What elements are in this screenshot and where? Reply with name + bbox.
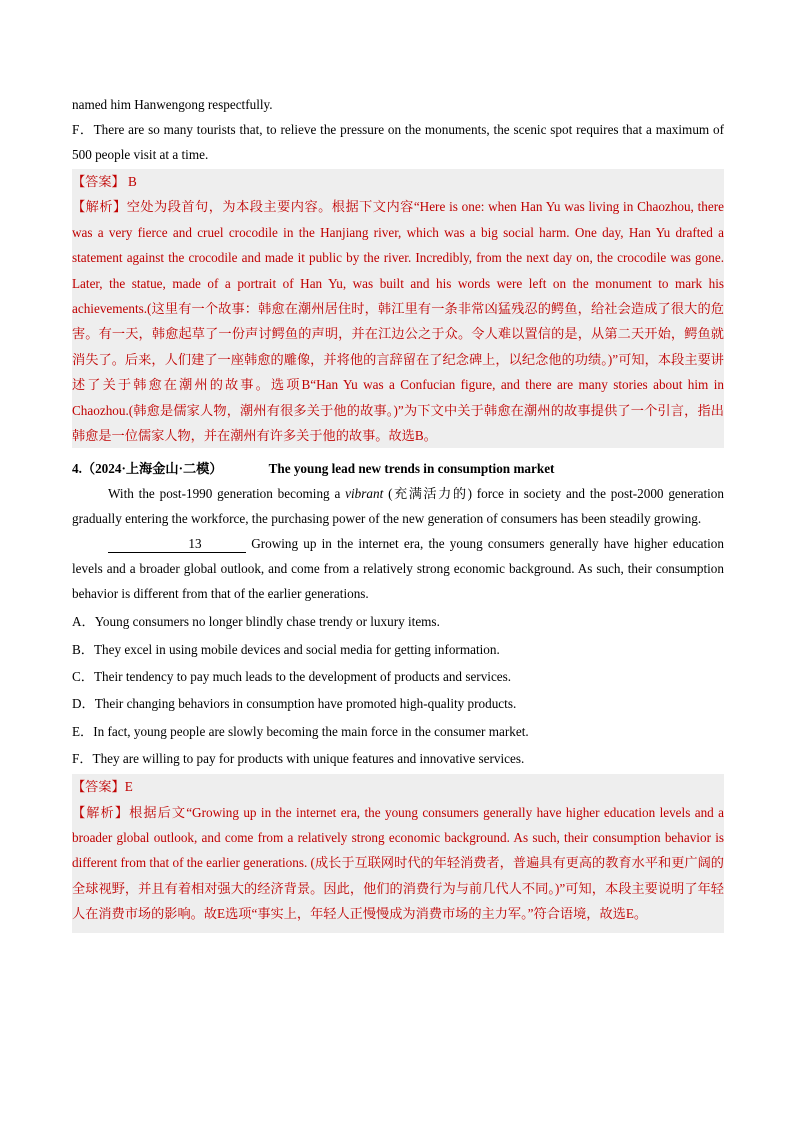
option-f: F．They are willing to pay for products with unique features and innovative services. [72, 750, 525, 766]
passage-paragraph-1: With the post-1990 generation becoming a vibrant (充满活力的) force in society and the post-2000 generation gradually entering the workforce, the purchasing power of the new generation of consumers has been steadily growing. [72, 486, 724, 527]
answer-label: 【答案】 B [72, 174, 137, 189]
option-f-previous: F．There are so many tourists that, to relieve the pressure on the monuments, the scenic spot requires that a maximum of 500 people visit at a time. [72, 122, 724, 162]
previous-passage-tail: named him Hanwengong respectfully. [72, 97, 273, 112]
option-b: B．They excel in using mobile devices and social media for getting information. [72, 641, 500, 657]
question-number: 4.（2024·上海金山·二模） [72, 461, 223, 477]
option-a: A．Young consumers no longer blindly chase trendy or luxury items. [72, 614, 440, 630]
answer-box-q4 [72, 774, 724, 932]
answer-box-q3 [72, 169, 724, 448]
passage-paragraph-2: 13 Growing up in the internet era, the young consumers generally have higher education levels and a broader global outlook, and come from a relatively strong economic background. As such, their consumption behavior is different from that of the earlier generations. [72, 536, 724, 602]
vibrant-word: vibrant [345, 486, 384, 502]
analysis-text: 【解析】根据后文“Growing up in the internet era, the young consumers generally have higher education levels and a broader global outlook, and come from a relatively strong economic background. As such, their consumption behavior is different from that of the earlier generations. (成长于互联网时代的年轻消费者，普遍具有更高的教育水平和更广阔的全球视野，并且有着相对强大的经济背景。因此，他们的消费行为与前几代人不同。)”可知，本段主要说明了年轻人在消费市场的影响。故E选项“事实上，年轻人正慢慢成为消费市场的主力军。”符合语境，故选E。 [72, 804, 724, 922]
option-d: D．Their changing behaviors in consumption have promoted high-quality products. [72, 696, 517, 712]
option-c: C．Their tendency to pay much leads to the development of products and services. [72, 669, 512, 685]
question-heading [72, 456, 724, 481]
options-list [72, 608, 724, 772]
blank-13: 13 [108, 536, 246, 553]
analysis-text: 【解析】空处为段首句，为本段主要内容。根据下文内容“Here is one: when Han Yu was living in Chaozhou, there was a very fierce and cruel crocodile in the Hanjiang river, which was a big social harm. One day, Han Yu drafted a statement against the crocodile and made it public by the river. Incredibly, from the next day on, the crocodile was gone. Later, the statue, made of a portrait of Han Yu, was built and his words were left on the monument to mark his achievements.(这里有一个故事：韩愈在潮州居住时，韩江里有一条非常凶猛残忍的鳄鱼，给社会造成了很大的危害。有一天，韩愈起草了一份声讨鳄鱼的声明，并在江边公之于众。令人难以置信的是，从第二天开始，鳄鱼就消失了。后来，人们建了一座韩愈的雕像，并将他的言辞留在了纪念碑上，以纪念他的功绩。)”可知，本段主要讲述了关于韩愈在潮州的故事。选项B“Han Yu was a Confucian figure, and there are many stories about him in Chaozhou.(韩愈是儒家人物，潮州有很多关于他的故事。)”为下文中关于韩愈在潮州的故事提供了一个引言，指出韩愈是一位儒家人物，并在潮州有许多关于他的故事。故选B。 [72, 199, 724, 444]
passage-title: The young lead new trends in consumption market [268, 461, 555, 477]
option-e: E．In fact, young people are slowly becoming the main force in the consumer market. [72, 723, 529, 739]
document-page [72, 92, 724, 933]
answer-label: 【答案】E [72, 779, 133, 795]
